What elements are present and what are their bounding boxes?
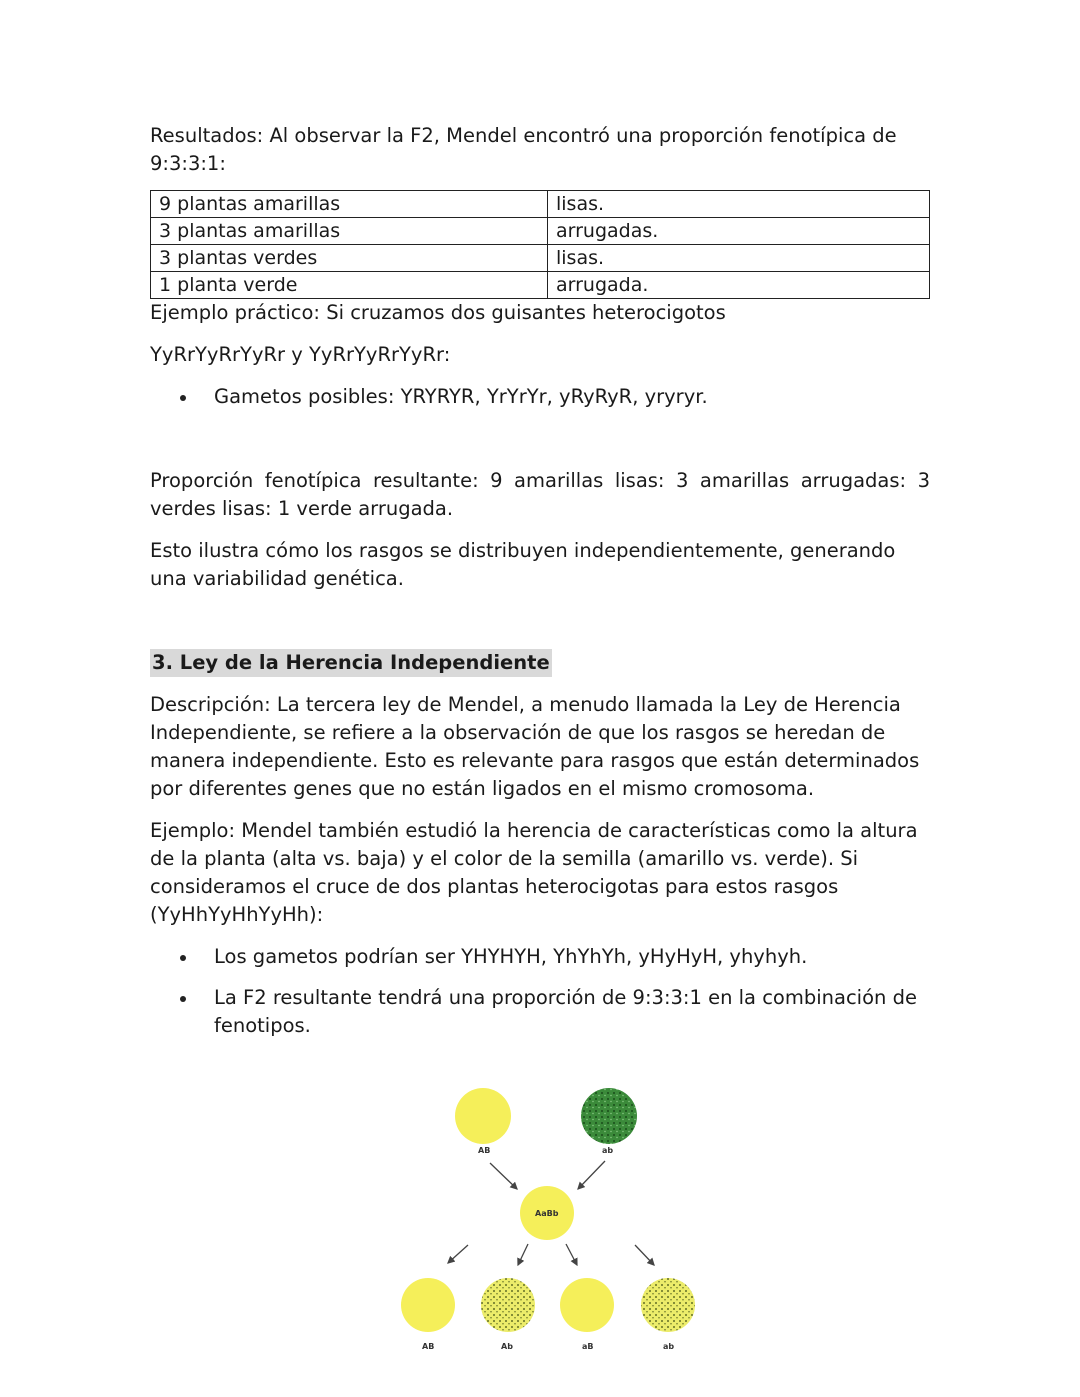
list-item: Los gametos podrían ser YHYHYH, YhYhYh, yHyHyH, yhyhyh. <box>150 943 930 971</box>
arrow-icon <box>490 1163 517 1189</box>
description-paragraph: Descripción: La tercera ley de Mendel, a menudo llamada la Ley de Herencia Independiente, se refiere a la observación de que los rasgos se heredan de manera independiente. Esto es relevante para rasgos que están determinados por diferentes genes que no están ligados en el mismo cromosoma. <box>150 693 920 800</box>
arrow-icon <box>566 1244 577 1265</box>
example-line-2: YyRrYyRrYyRr y YyRrYyRrYyRr: <box>150 343 451 366</box>
arrow-icon <box>518 1244 528 1265</box>
illustrates-paragraph: Esto ilustra cómo los rasgos se distribuyen independientemente, generando una variabilidad genética. <box>150 539 896 590</box>
table-cell: 1 planta verde <box>151 272 548 299</box>
proportion-paragraph: Proporción fenotípica resultante: 9 amarillas lisas: 3 amarillas arrugadas: 3 verdes lisas: 1 verde arrugada. <box>150 469 930 520</box>
table-cell: lisas. <box>548 245 930 272</box>
example-paragraph: Ejemplo: Mendel también estudió la herencia de características como la altura de la planta (alta vs. baja) y el color de la semilla (amarillo vs. verde). Si consideramos el cruce de dos plantas heterocigotas para estos rasgos (YyHhYyHhYyHh): <box>150 819 918 926</box>
hybrid-label: AaBb <box>535 1209 559 1218</box>
results-line-2: 9:3:3:1: <box>150 152 226 175</box>
parent-right-label: ab <box>602 1146 614 1155</box>
table-row <box>151 191 930 218</box>
parent-left-label: AB <box>478 1146 491 1155</box>
table-cell: 3 plantas amarillas <box>151 218 548 245</box>
offspring-seed <box>401 1278 455 1332</box>
table-cell: 3 plantas verdes <box>151 245 548 272</box>
offspring-label: aB <box>582 1342 594 1351</box>
example-line-1: Ejemplo práctico: Si cruzamos dos guisantes heterocigotos <box>150 301 726 324</box>
table-cell: 9 plantas amarillas <box>151 191 548 218</box>
table-cell: arrugadas. <box>548 218 930 245</box>
table-row <box>151 218 930 245</box>
table-row <box>151 272 930 299</box>
table-cell: lisas. <box>548 191 930 218</box>
list-item: Gametos posibles: YRYRYR, YrYrYr, yRyRyR, yryryr. <box>150 383 930 411</box>
list-item: La F2 resultante tendrá una proporción de 9:3:3:1 en la combinación de fenotipos. <box>150 984 930 1040</box>
offspring-label: AB <box>422 1342 435 1351</box>
phenotype-table <box>150 190 930 299</box>
results-line-1: Resultados: Al observar la F2, Mendel encontró una proporción fenotípica de <box>150 124 897 147</box>
offspring-seed <box>641 1278 695 1332</box>
section3-list <box>150 943 930 1040</box>
offspring-label: ab <box>663 1342 675 1351</box>
parent-yellow-smooth-seed <box>455 1088 511 1144</box>
table-row <box>151 245 930 272</box>
offspring-label: Ab <box>501 1342 513 1351</box>
arrow-icon <box>448 1245 468 1263</box>
offspring-seed <box>481 1278 535 1332</box>
dihybrid-cross-diagram <box>390 1085 710 1365</box>
gametes-list <box>150 383 930 411</box>
arrow-icon <box>635 1245 654 1265</box>
arrow-icon <box>578 1161 605 1189</box>
table-cell: arrugada. <box>548 272 930 299</box>
section-heading: 3. Ley de la Herencia Independiente <box>150 649 552 677</box>
parent-green-wrinkled-seed <box>581 1088 637 1144</box>
document-page <box>150 122 930 1040</box>
section-heading-wrap <box>150 649 930 677</box>
offspring-seed <box>560 1278 614 1332</box>
